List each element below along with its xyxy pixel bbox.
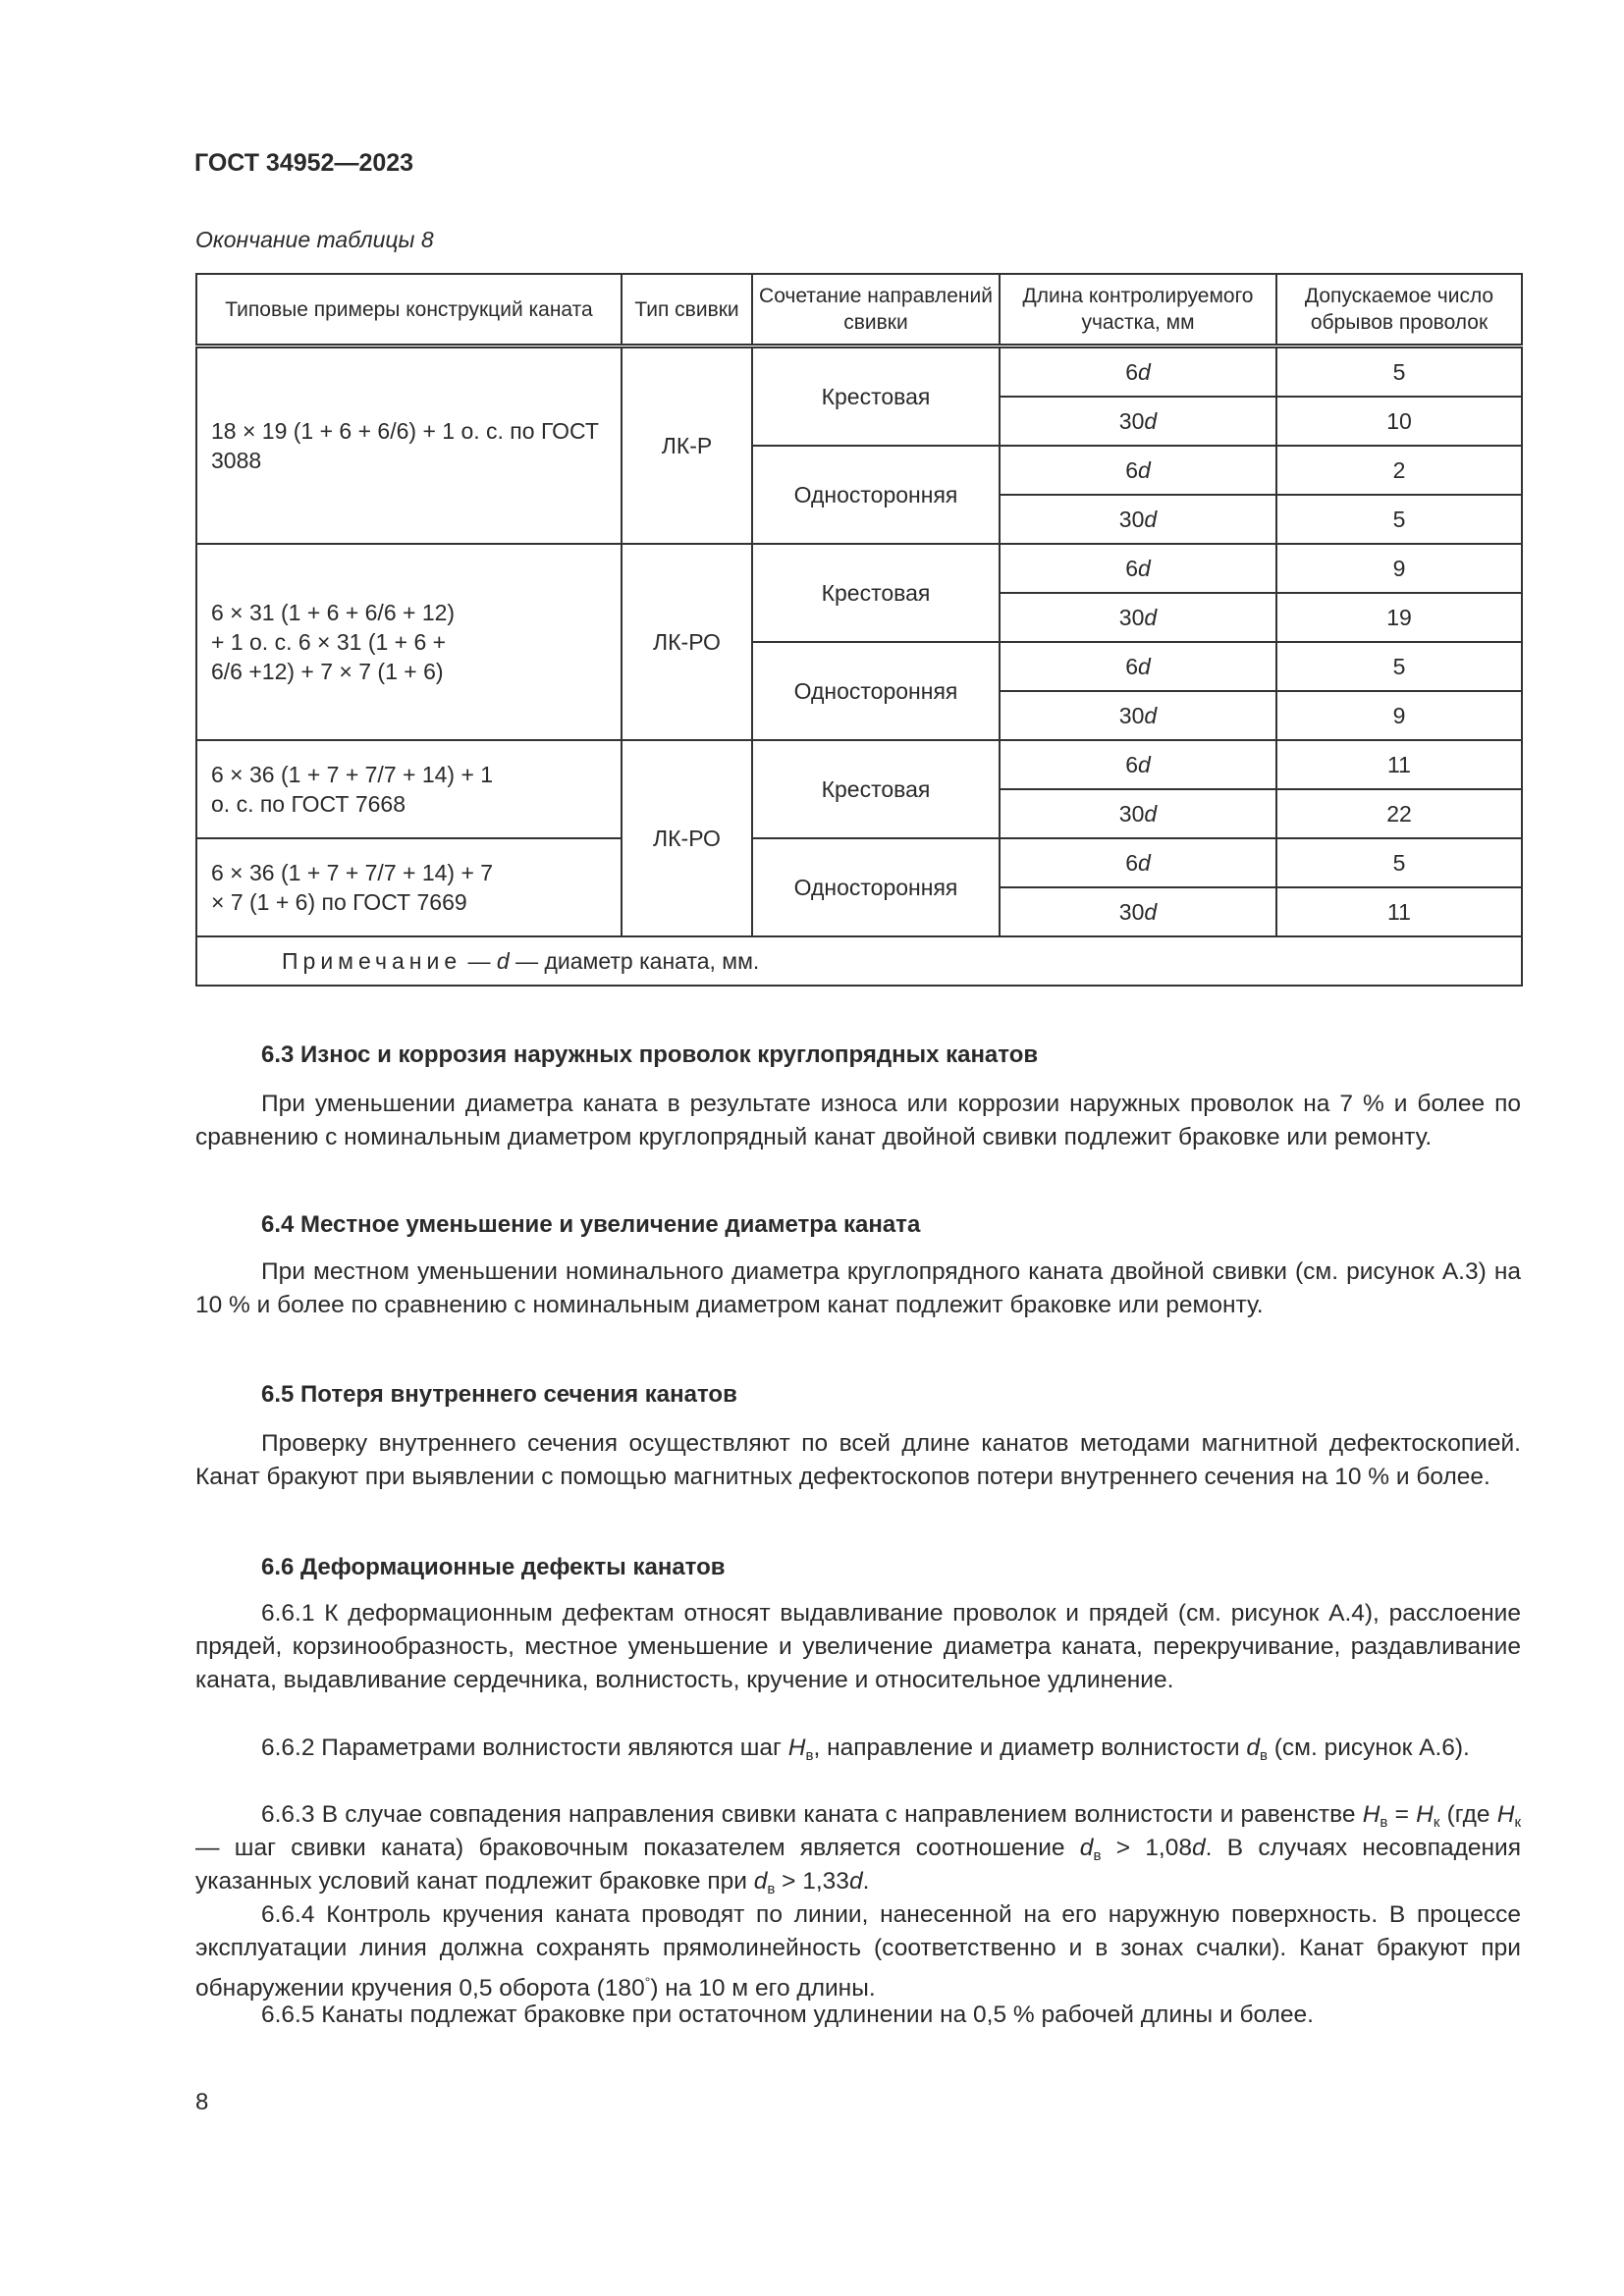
col-header: Допускаемое число обрывов проволок [1276,274,1522,347]
table-note: Примечание — d — диаметр каната, мм. [196,936,1522,986]
value-cell: 11 [1276,887,1522,936]
length-cell: 30d [1000,887,1276,936]
lay-type-cell: ЛК-Р [622,347,752,545]
construction-cell: 18 × 19 (1 + 6 + 6/6) + 1 о. с. по ГОСТ 3088 [196,347,622,545]
construction-cell: 6 × 36 (1 + 7 + 7/7 + 14) + 7 × 7 (1 + 6) по ГОСТ 7669 [196,838,622,936]
paragraph-6-3: При уменьшении диаметра каната в результате износа или коррозии наружных проволок на 7 % и более по сравнению с номинальным диаметром круглопрядный канат двойной свивки подлежит браковке или ремонту. [195,1091,1521,1150]
paragraph-6-6-3: 6.6.3 В случае совпадения направления свивки каната с направлением волнистости и равенстве $H_в = H_к$ (где $H_к$ — шаг свивки каната) браковочным показателем является соотношение $d_в > 1,08d$. В случаях несовпадения указанных условий канат подлежит браковке при $d_в > 1,33d$. [195,1801,1521,1897]
length-cell: 6d [1000,740,1276,789]
length-cell: 30d [1000,397,1276,446]
value-cell: 5 [1276,642,1522,691]
length-cell: 6d [1000,446,1276,495]
value-cell: 9 [1276,691,1522,740]
length-cell: 6d [1000,838,1276,887]
combo-cell: Односторонняя [752,446,1000,544]
table-row [196,838,1522,887]
length-cell: 6d [1000,642,1276,691]
section-heading-6-3: 6.3 Износ и коррозия наружных проволок круглопрядных канатов [261,1041,1039,1068]
paragraph-6-4: При местном уменьшении номинального диаметра круглопрядного каната двойной свивки (см. рисунок А.3) на 10 % и более по сравнению с номинальным диаметром канат подлежит браковке или ремонту. [195,1258,1521,1318]
paragraph-6-6-2: 6.6.2 Параметрами волнистости являются шаг $H_в$, направление и диаметр волнистости $d_в$ (см. рисунок А.6). [261,1735,1470,1764]
combo-cell: Односторонняя [752,838,1000,936]
table-header-row [196,274,1522,347]
table-row [196,347,1522,398]
value-cell: 11 [1276,740,1522,789]
lay-type-cell: ЛК-РО [622,740,752,936]
paragraph-6-5: Проверку внутреннего сечения осуществляют по всей длине канатов методами магнитной дефектоскопией. Канат бракуют при выявлении с помощью магнитных дефектоскопов потери внутреннего сечения на 10 % и более. [195,1430,1521,1490]
length-cell: 30d [1000,789,1276,838]
length-cell: 30d [1000,593,1276,642]
construction-cell: 6 × 31 (1 + 6 + 6/6 + 12) + 1 о. с. 6 × 31 (1 + 6 + 6/6 +12) + 7 × 7 (1 + 6) [196,544,622,740]
value-cell: 5 [1276,495,1522,544]
document-title: ГОСТ 34952—2023 [194,149,414,177]
value-cell: 5 [1276,838,1522,887]
paragraph-6-6-1: 6.6.1 К деформационным дефектам относят выдавливание проволок и прядей (см. рисунок А.4), расслоение прядей, корзинообразность, местное уменьшение и увеличение диаметра каната, перекручивание, раздавливание каната, выдавливание сердечника, волнистость, кручение и относительное удлинение. [195,1600,1521,1693]
section-heading-6-6: 6.6 Деформационные дефекты канатов [261,1554,726,1580]
paragraph-6-6-4: 6.6.4 Контроль кручения каната проводят по линии, нанесенной на его наружную поверхность. В процессе эксплуатации линия должна сохранять прямолинейность (соответственно и в зонах счалки). Канат бракуют при обнаружении кручения 0,5 оборота (180°) на 10 м его длины. [195,1901,1521,2002]
combo-cell: Крестовая [752,544,1000,642]
value-cell: 19 [1276,593,1522,642]
value-cell: 9 [1276,544,1522,593]
length-cell: 6d [1000,544,1276,593]
value-cell: 22 [1276,789,1522,838]
table-8 [195,273,1523,987]
section-heading-6-4: 6.4 Местное уменьшение и увеличение диаметра каната [261,1211,921,1238]
length-cell: 6d [1000,347,1276,398]
page-number: 8 [195,2089,209,2115]
combo-cell: Односторонняя [752,642,1000,740]
table-row [196,740,1522,789]
length-cell: 30d [1000,691,1276,740]
table-note-row [196,936,1522,986]
length-cell: 30d [1000,495,1276,544]
combo-cell: Крестовая [752,740,1000,838]
col-header: Тип свивки [622,274,752,347]
col-header: Длина контролируемого участка, мм [1000,274,1276,347]
table-row [196,544,1522,593]
col-header: Типовые примеры конструкций каната [196,274,622,347]
construction-cell: 6 × 36 (1 + 7 + 7/7 + 14) + 1 о. с. по ГОСТ 7668 [196,740,622,838]
section-heading-6-5: 6.5 Потеря внутреннего сечения канатов [261,1381,737,1408]
table-caption: Окончание таблицы 8 [195,227,434,252]
value-cell: 5 [1276,347,1522,398]
col-header: Сочетание направлений свивки [752,274,1000,347]
lay-type-cell: ЛК-РО [622,544,752,740]
paragraph-6-6-5: 6.6.5 Канаты подлежат браковке при остаточном удлинении на 0,5 % рабочей длины и более. [261,2002,1314,2028]
value-cell: 10 [1276,397,1522,446]
value-cell: 2 [1276,446,1522,495]
combo-cell: Крестовая [752,347,1000,447]
